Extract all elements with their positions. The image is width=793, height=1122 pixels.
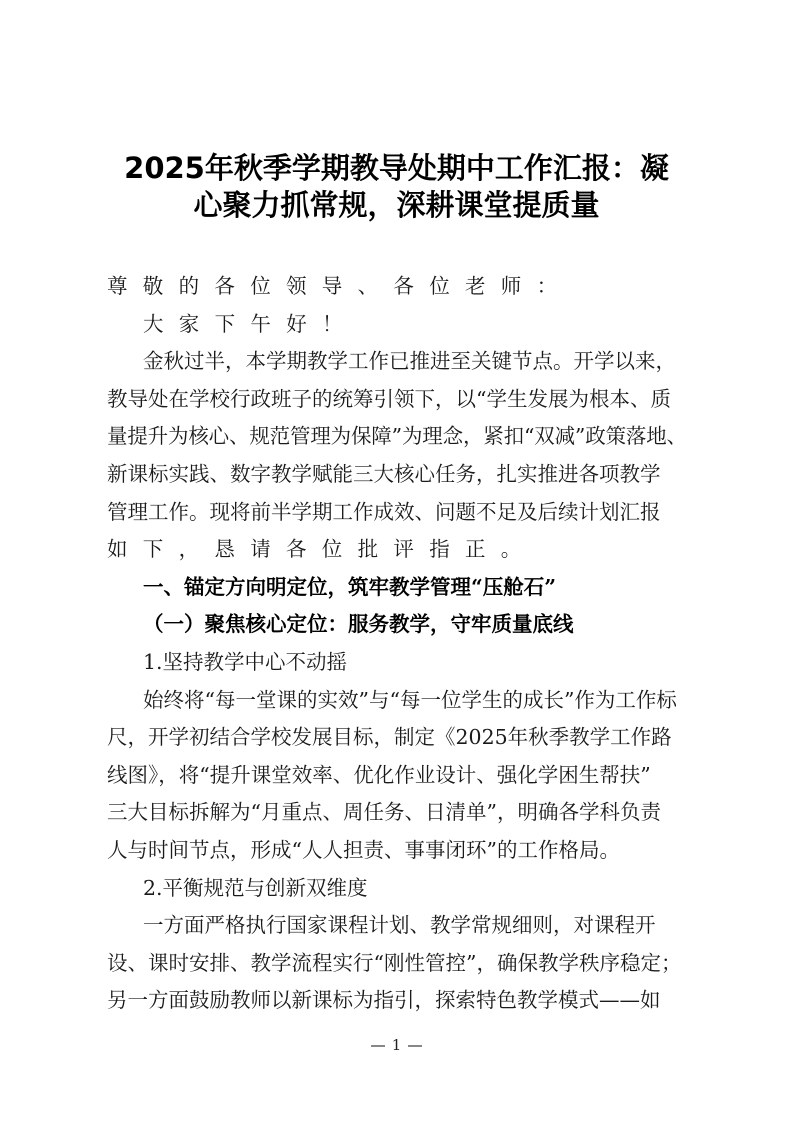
paragraph-line: 如下，恳请各位批评指正。 xyxy=(107,537,537,562)
paragraph-line: 人与时间节点，形成“人人担责、事事闭环”的工作格局。 xyxy=(107,837,620,862)
paragraph-line: 新课标实践、数字教学赋能三大核心任务，扎实推进各项教学 xyxy=(107,461,661,486)
paragraph-line: 线图》，将“提升课堂效率、优化作业设计、强化学困生帮扶” xyxy=(107,762,651,787)
section-heading-line: 一、锚定方向明定位，筑牢教学管理“压舱石” xyxy=(143,574,557,599)
paragraph-line: 始终将“每一堂课的实效”与“每一位学生的成长”作为工作标 xyxy=(143,687,677,712)
paragraph-line: 另一方面鼓励教师以新课标为指引，探索特色教学模式——如 xyxy=(107,988,661,1013)
paragraph-line: 一方面严格执行国家课程计划、教学常规细则，对课程开 xyxy=(143,913,656,938)
title-line-1: 2025年秋季学期教导处期中工作汇报：凝 xyxy=(124,151,669,185)
paragraph-line: 尊敬的各位领导、各位老师： xyxy=(107,274,573,298)
paragraph-line: 金秋过半，本学期教学工作已推进至关键节点。开学以来， xyxy=(143,349,676,374)
page-number-value: 1 xyxy=(391,1036,402,1054)
document-title xyxy=(100,150,693,224)
paragraph-line: 管理工作。现将前半学期工作成效、问题不足及后续计划汇报 xyxy=(107,499,661,524)
paragraph-line: 教导处在学校行政班子的统筹引领下，以“学生发展为根本、质 xyxy=(107,386,671,411)
document-body xyxy=(107,268,687,1020)
paragraph-line: 尺，开学初结合学校发展目标，制定《2025年秋季教学工作路 xyxy=(107,725,672,750)
section-heading-line: （一）聚焦核心定位：服务教学，守牢质量底线 xyxy=(143,612,574,637)
paragraph-line: 量提升为核心、规范管理为保障”为理念，紧扣“双减”政策落地、 xyxy=(107,424,687,449)
dash-left-decoration xyxy=(371,1045,385,1047)
paragraph-line: 大家下午好！ xyxy=(143,311,358,336)
paragraph-line: 1.坚持教学中心不动摇 xyxy=(143,649,348,674)
paragraph-line: 设、课时安排、教学流程实行“刚性管控”，确保教学秩序稳定； xyxy=(107,950,682,975)
dash-right-decoration xyxy=(408,1045,422,1047)
title-line-2: 心聚力抓常规，深耕课堂提质量 xyxy=(193,188,600,222)
paragraph-line: 三大目标拆解为“月重点、周任务、日清单”，明确各学科负责 xyxy=(107,800,661,825)
page-number xyxy=(0,1036,793,1054)
paragraph-line: 2.平衡规范与创新双维度 xyxy=(143,875,368,900)
